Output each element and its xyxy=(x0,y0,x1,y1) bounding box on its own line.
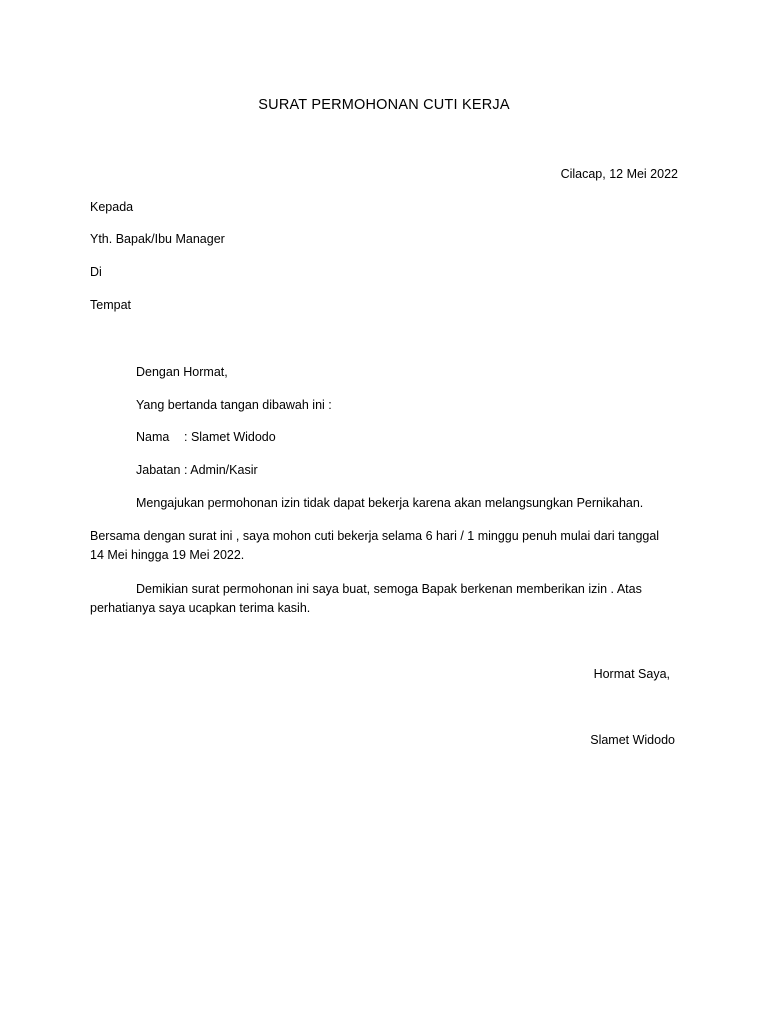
recipient-at: Di xyxy=(90,265,102,279)
position-value: : Admin/Kasir xyxy=(184,463,258,477)
recipient-addressee: Yth. Bapak/Ibu Manager xyxy=(90,232,225,246)
sign-off: Hormat Saya, xyxy=(593,667,670,681)
recipient-place: Tempat xyxy=(90,298,131,312)
closing-text-line-2: perhatianya saya ucapkan terima kasih. xyxy=(90,601,311,615)
place-date: Cilacap, 12 Mei 2022 xyxy=(560,167,678,181)
request-text: Mengajukan permohonan izin tidak dapat bekerja karena akan melangsungkan Pernikahan. xyxy=(136,496,644,510)
position-field-row xyxy=(136,462,258,478)
signer-name: Slamet Widodo xyxy=(590,733,675,747)
greeting: Dengan Hormat, xyxy=(136,365,228,379)
name-value: : Slamet Widodo xyxy=(184,430,276,444)
position-label: Jabatan xyxy=(136,463,181,477)
letter-title: SURAT PERMOHONAN CUTI KERJA xyxy=(258,97,510,113)
name-label: Nama xyxy=(136,430,170,444)
leave-text-line-1: Bersama dengan surat ini , saya mohon cuti bekerja selama 6 hari / 1 minggu penuh mulai dari tanggal xyxy=(90,529,660,543)
intro-text: Yang bertanda tangan dibawah ini : xyxy=(136,398,332,412)
closing-text-line-1: Demikian surat permohonan ini saya buat, semoga Bapak berkenan memberikan izin . Atas xyxy=(136,582,642,596)
leave-text-line-2: 14 Mei hingga 19 Mei 2022. xyxy=(90,548,245,562)
name-field-row xyxy=(136,429,276,445)
recipient-to: Kepada xyxy=(90,200,134,214)
